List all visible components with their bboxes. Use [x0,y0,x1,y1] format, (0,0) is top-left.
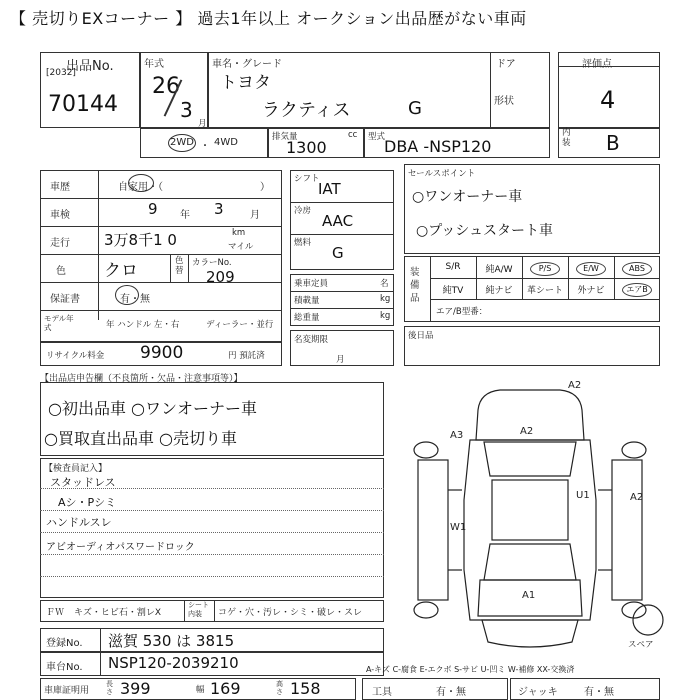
weight-unit: kg [380,311,391,321]
spare-tire [633,605,663,635]
legend-seat: シート内装 [188,601,209,618]
color-change: 色替 [175,256,184,276]
cert-l: 長さ [106,680,113,696]
legend-fw-items: キズ・ヒビ石・割レX [74,608,161,618]
mark-u1: U1 [576,490,590,501]
model-year-label: モデル年式 [44,314,74,332]
model-year-dealer: ディーラー・並行 [206,320,274,330]
inspector-label: 【検査員記入】 [44,464,108,474]
inspection-month-unit: 月 [250,210,260,221]
mark-a2-roof: A2 [520,426,534,437]
equipment-item: ABS [622,262,652,276]
equipment-item: エアB [622,283,652,297]
model-year-handle: 年 ハンドル 左・右 [106,320,180,330]
mileage-value: 3万8千1 0 [104,231,177,249]
legend-fw: ＦＷ [46,608,65,618]
mileage-mile: マイル [228,242,254,252]
load-label: 積載量 [294,296,320,306]
chassis-value: NSP120-2039210 [108,654,239,672]
sales-point-label: セールスポイント [408,169,476,179]
car-windshield [484,442,576,476]
sales-point-line2: ○プッシュスタート車 [416,223,553,239]
displacement-unit: cc [348,130,358,140]
wheel-rl [414,602,438,618]
damage-codes: A-キズ C-腐食 E-エクボ S-サビ U-凹ミ W-補修 XX-交換済 [366,665,575,674]
equipment-item: 純ナビ [485,286,513,296]
car-diagram [400,380,670,660]
body-type-label: 形状 [494,96,514,107]
drive-2wd: 2WD [170,137,194,148]
mark-a2-right: A2 [630,492,644,503]
aircon-label: 冷房 [294,206,312,216]
cert-l-val: 399 [120,679,151,698]
warranty-value: 有・無 [120,294,150,305]
year-label: 年式 [144,59,164,70]
inspector-line-3: アビオーディオパスワードロック [46,542,195,553]
cert-w-val: 169 [210,679,241,698]
warranty-label: 保証書 [50,294,80,305]
history-label: 車歴 [50,182,70,193]
sales-point-line1: ○ワンオーナー車 [412,189,523,205]
left-side-panel [418,460,448,600]
inspection-label: 車検 [50,210,70,221]
airbag-label: エア/B型番： [436,307,488,317]
report-label: 【出品店申告欄（不良箇所・欠品・注意事項等）】 [40,374,243,384]
registration-label: 登録No. [46,638,83,649]
recycle-unit: 円 預託済 [228,351,265,361]
load-unit: kg [380,294,391,304]
equipment-item: E/W [576,262,606,276]
arrival-label: 後日品 [408,331,434,341]
car-roof [492,480,568,540]
month-unit: 月 [198,119,207,129]
lot-number: 70144 [48,92,118,117]
maker: トヨタ [220,73,271,93]
registration-value: 滋賀 530 は 3815 [108,632,235,650]
equipment-item: 外ナビ [577,286,605,296]
score-value: 4 [600,86,616,114]
year-value: 26 [152,74,180,99]
drive-4wd: 4WD [214,137,238,148]
inspector-line-1: Aシ・Pシミ [58,496,117,509]
equipment-label: 装備品 [410,267,420,304]
banner: 【 売切りEXコーナー 】 過去1年以上 オークション出品歴がない車両 [10,9,527,28]
name-label: 車名・グレード [212,59,282,70]
equipment-item: 純TV [442,286,464,296]
spare-label: スペア [628,640,654,650]
weight-label: 総重量 [294,313,320,323]
arrival-box [404,326,660,366]
wheel-fr [622,442,646,458]
color-code: 209 [206,268,235,286]
fuel-value: G [332,244,344,262]
history-close: ） [260,182,270,193]
model-code-value: DBA -NSP120 [384,137,492,156]
cert-h: 高さ [276,680,283,696]
door-divider [490,52,491,128]
fuel-label: 燃料 [294,238,312,248]
color-code-label: カラーNo. [192,258,232,268]
mark-a3: A3 [450,430,464,441]
color-label: 色 [56,266,66,277]
equipment-item: S/R [445,262,461,272]
cert-h-val: 158 [290,679,321,698]
year-month: 3 [180,98,193,122]
interior-value: B [606,131,620,155]
inspection-year: 9 [148,200,158,218]
cert-w: 幅 [196,685,205,695]
inspector-line-2: ハンドルスレ [46,516,112,529]
legend-seat-items: コゲ・穴・汚レ・シミ・破レ・スレ [218,608,363,618]
inspection-month: 3 [214,200,224,218]
capacity-unit: 名 [380,279,389,289]
recycle-label: リサイクル料金 [46,351,105,361]
grade: G [408,98,422,119]
tools-value: 有・無 [436,687,466,698]
jack-label: ジャッキ [518,687,558,698]
chassis-label: 車台No. [46,662,83,673]
inspector-line-0: スタッドレス [50,476,116,489]
deadline-label: 名変期限 [294,335,329,345]
jack-value: 有・無 [584,687,614,698]
shift-label: シフト [294,174,320,184]
equipment-item: 純A/W [485,265,513,275]
report-line2: ○買取直出品車 ○売切り車 [44,429,238,448]
shift-value: IAT [318,180,341,198]
deadline-unit: 月 [336,355,345,365]
history-value: 自家用・（ [118,182,163,193]
equipment-item: P/S [530,262,560,276]
car-front-outline [482,620,578,647]
mileage-km: km [232,228,246,238]
mark-a2-top: A2 [568,380,582,391]
inspection-year-unit: 年 [180,210,190,221]
displacement-value: 1300 [286,138,327,157]
mark-w1: W1 [450,522,467,533]
tools-label: 工具 [372,687,392,698]
aircon-value: AAC [322,212,354,230]
model-code-label: 型式 [368,132,386,142]
interior-label: 内装 [562,128,571,148]
door-label: ドア [496,59,516,70]
drive-sep: ・ [200,141,210,152]
mark-a1: A1 [522,590,536,601]
right-side-panel [612,460,642,600]
car-rear-window [484,544,576,580]
lot-label: 出品No. [66,59,114,74]
recycle-value: 9900 [140,343,184,363]
equipment-item: 革シート [526,286,563,296]
cert-label: 車庫証明用 [44,686,90,696]
report-line1: ○初出品車 ○ワンオーナー車 [48,399,258,418]
displacement-label: 排気量 [272,132,298,142]
score-label: 評価点 [582,59,612,70]
color-value: クロ [104,261,138,281]
lot-code: [2032] [46,68,76,78]
mileage-label: 走行 [50,238,70,249]
model: ラクティス [262,100,351,121]
capacity-label: 乗車定員 [294,279,329,289]
wheel-fl [414,442,438,458]
